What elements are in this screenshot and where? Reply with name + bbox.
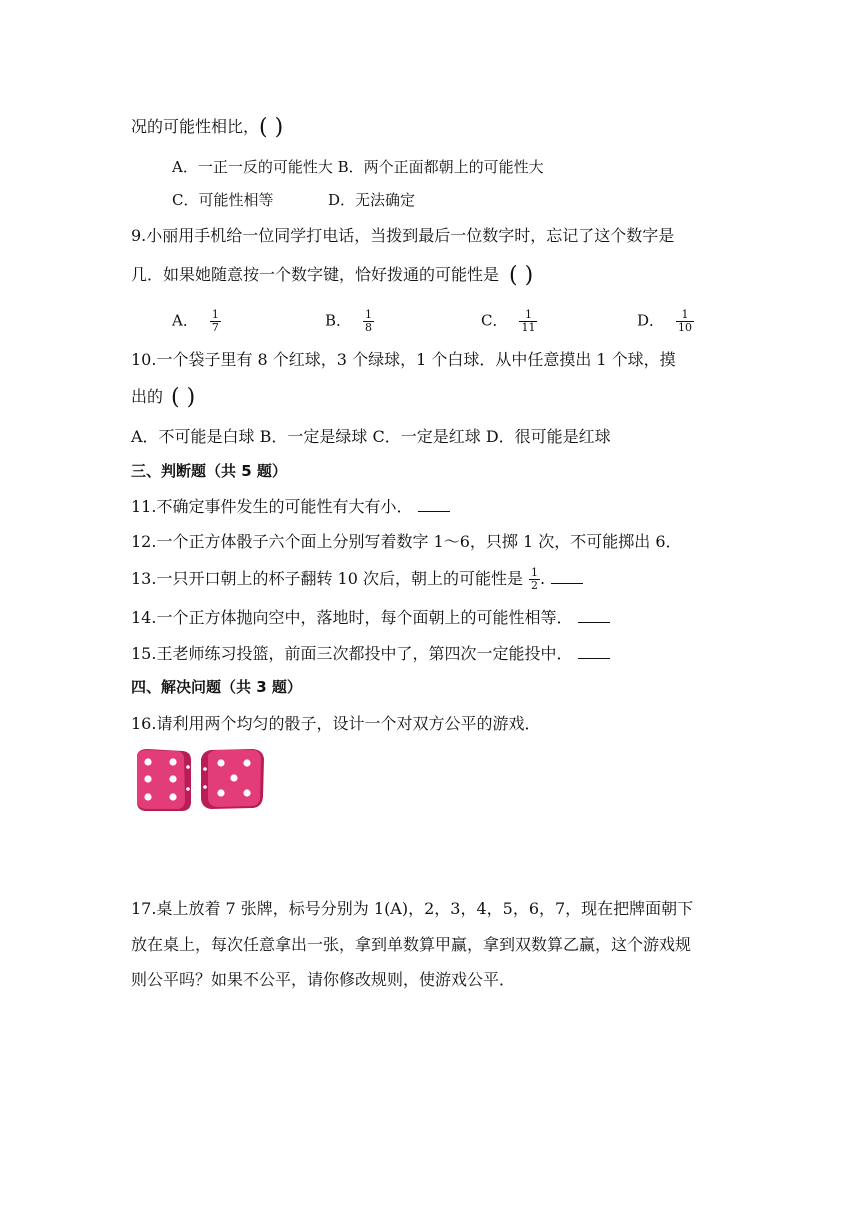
q8-option-ab: A．一正一反的可能性大 B．两个正面都朝上的可能性大 [172, 158, 544, 176]
q9-option-d-fraction [676, 309, 694, 334]
q9-option-b [325, 309, 374, 334]
q9-line-1: 9.小丽用手机给一位同学打电话，当拨到最后一位数字时，忘记了这个数字是 [131, 226, 675, 245]
q14-answer-blank[interactable] [578, 608, 610, 623]
q8-answer-paren: ( ) [259, 115, 284, 140]
section-3-title: 三、判断题（共 5 题） [131, 462, 287, 480]
q9-option-c-fraction [519, 309, 537, 334]
q10-text: 出的 [131, 387, 164, 406]
dice-left [137, 749, 191, 811]
fraction-numerator: 1 [524, 308, 532, 321]
q9-option-a [172, 309, 221, 334]
fraction-denominator: 2 [530, 579, 538, 592]
fraction-denominator: 7 [211, 321, 219, 334]
q10-answer-paren: ( ) [171, 385, 196, 410]
q9-option-a-fraction [210, 309, 221, 334]
q15-answer-blank[interactable] [578, 644, 610, 659]
q9-text: 几．如果她随意按一个数字键，恰好拨通的可能性是 [131, 265, 500, 284]
q8-option-c: C．可能性相等 [172, 191, 274, 209]
q9-line-2 [131, 265, 533, 286]
q15 [131, 644, 610, 664]
q8-option-d: D．无法确定 [328, 191, 416, 209]
q17-line-1: 17.桌上放着 7 张牌，标号分别为 1(A)，2，3，4，5，6，7，现在把牌面朝下 [131, 899, 694, 918]
q9-option-a-label: A． [172, 311, 198, 330]
q9-option-d [637, 309, 694, 334]
q14 [131, 608, 610, 628]
q9-answer-paren: ( ) [509, 263, 534, 288]
q8-continuation [131, 117, 283, 138]
q11-answer-blank[interactable] [418, 497, 450, 512]
fraction-denominator: 11 [521, 321, 536, 334]
section-4-title: 四、解决问题（共 3 题） [131, 678, 302, 696]
fraction-numerator: 1 [681, 308, 689, 321]
q11-text: 11.不确定事件发生的可能性有大有小． [131, 497, 413, 516]
fraction-numerator: 1 [530, 566, 538, 579]
q9-option-c [481, 309, 537, 334]
q12: 12.一个正方体骰子六个面上分别写着数字 1～6，只掷 1 次，不可能掷出 6． [131, 532, 682, 551]
q13 [131, 567, 583, 592]
q13-answer-blank[interactable] [551, 569, 583, 584]
q11 [131, 497, 450, 517]
q13-text: 13.一只开口朝上的杯子翻转 10 次后，朝上的可能性是 [131, 569, 523, 588]
q9-option-b-label: B． [325, 311, 352, 330]
q17-line-2: 放在桌上，每次任意拿出一张，拿到单数算甲赢，拿到双数算乙赢，这个游戏规 [131, 935, 692, 954]
dice-right [201, 749, 264, 809]
q14-text: 14.一个正方体抛向空中，落地时，每个面朝上的可能性相等． [131, 608, 573, 627]
fraction-numerator: 1 [211, 308, 219, 321]
q9-option-c-label: C． [481, 311, 508, 330]
fraction-denominator: 10 [678, 321, 693, 334]
q10-line-1: 10.一个袋子里有 8 个红球，3 个绿球，1 个白球．从中任意摸出 1 个球，摸 [131, 350, 676, 369]
q13-fraction [529, 567, 540, 592]
q15-text: 15.王老师练习投篮，前面三次都投中了，第四次一定能投中． [131, 644, 573, 663]
q9-option-d-label: D． [637, 311, 665, 330]
q9-option-b-fraction [363, 309, 374, 334]
q10-line-2 [131, 387, 195, 408]
q13-period: . [539, 569, 546, 588]
dice-image [133, 745, 268, 817]
q10-options: A．不可能是白球 B．一定是绿球 C．一定是红球 D．很可能是红球 [131, 427, 611, 446]
fraction-numerator: 1 [365, 308, 373, 321]
fraction-denominator: 8 [365, 321, 373, 334]
q8-text: 况的可能性相比， [131, 117, 260, 136]
q16: 16.请利用两个均匀的骰子，设计一个对双方公平的游戏． [131, 714, 541, 733]
q17-line-3: 则公平吗？如果不公平，请你修改规则，使游戏公平． [131, 970, 516, 989]
